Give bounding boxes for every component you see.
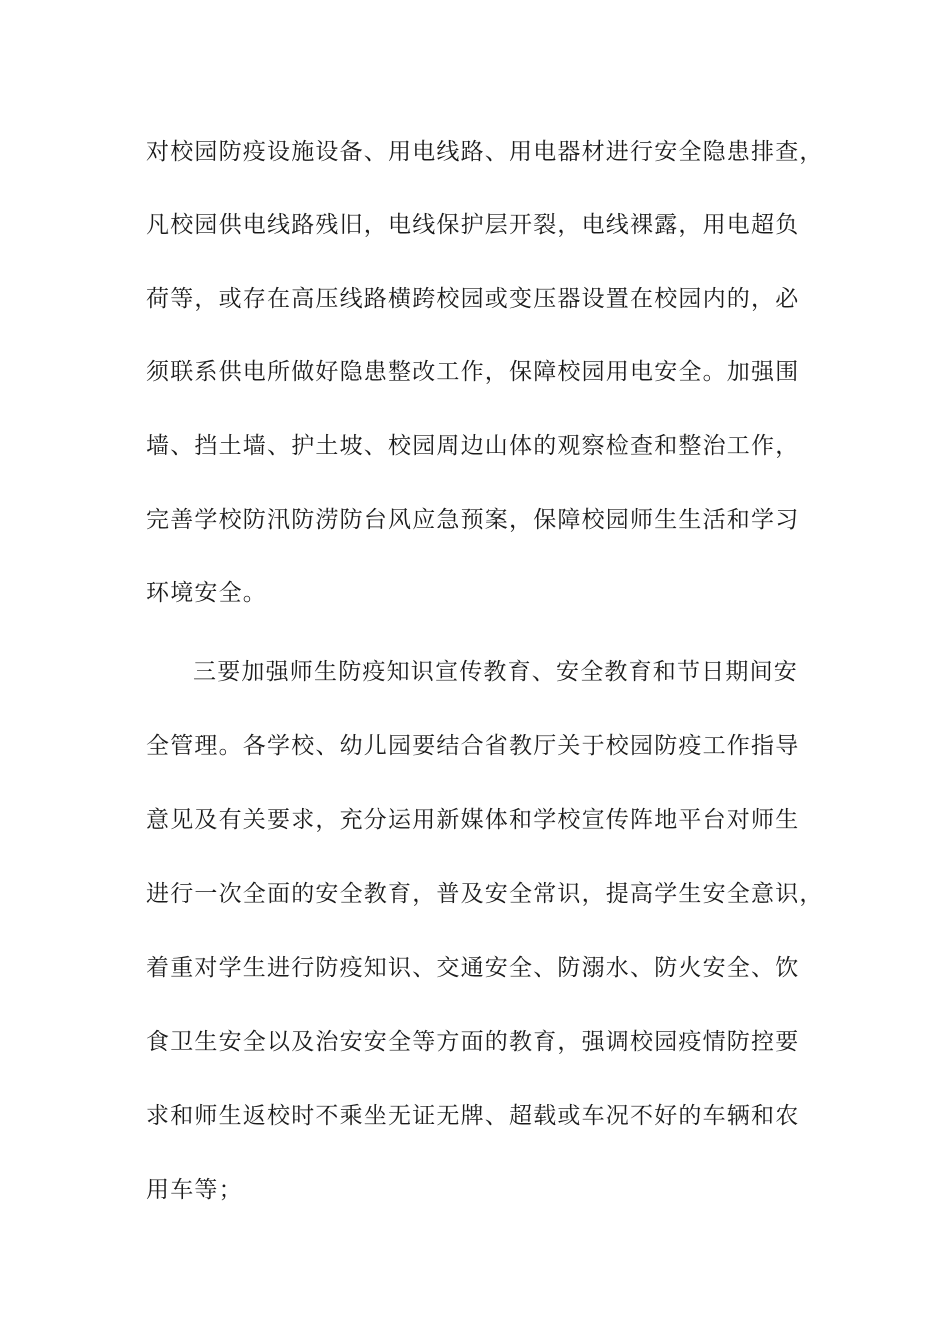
paragraph-2-line-2: 全管理。各学校、幼儿园要结合省教厅关于校园防疫工作指导	[146, 733, 800, 759]
paragraph-1-line-5: 墙、挡土墙、护土坡、校园周边山体的观察检查和整治工作，	[146, 433, 800, 459]
paragraph-1-line-6: 完善学校防汛防涝防台风应急预案，保障校园师生生活和学习	[146, 507, 800, 533]
paragraph-1-line-4: 须联系供电所做好隐患整改工作，保障校园用电安全。加强围	[146, 359, 800, 385]
paragraph-2-line-5: 着重对学生进行防疫知识、交通安全、防溺水、防火安全、饮	[146, 955, 800, 981]
paragraph-1-line-3: 荷等，或存在高压线路横跨校园或变压器设置在校园内的，必	[146, 286, 800, 312]
paragraph-2-line-7: 求和师生返校时不乘坐无证无牌、超载或车况不好的车辆和农	[146, 1103, 800, 1129]
paragraph-2-line-1: 三要加强师生防疫知识宣传教育、安全教育和节日期间安	[193, 659, 798, 685]
paragraph-2-line-4: 进行一次全面的安全教育，普及安全常识，提高学生安全意识，	[146, 881, 824, 907]
paragraph-1-line-2: 凡校园供电线路残旧，电线保护层开裂，电线裸露，用电超负	[146, 212, 800, 238]
paragraph-1-line-1: 对校园防疫设施设备、用电线路、用电器材进行安全隐患排查，	[146, 139, 824, 165]
paragraph-2-line-3: 意见及有关要求，充分运用新媒体和学校宣传阵地平台对师生	[146, 807, 800, 833]
paragraph-2-line-8: 用车等；	[146, 1177, 243, 1203]
paragraph-2-line-6: 食卫生安全以及治安安全等方面的教育，强调校园疫情防控要	[146, 1029, 800, 1055]
paragraph-1-line-7: 环境安全。	[146, 580, 267, 606]
